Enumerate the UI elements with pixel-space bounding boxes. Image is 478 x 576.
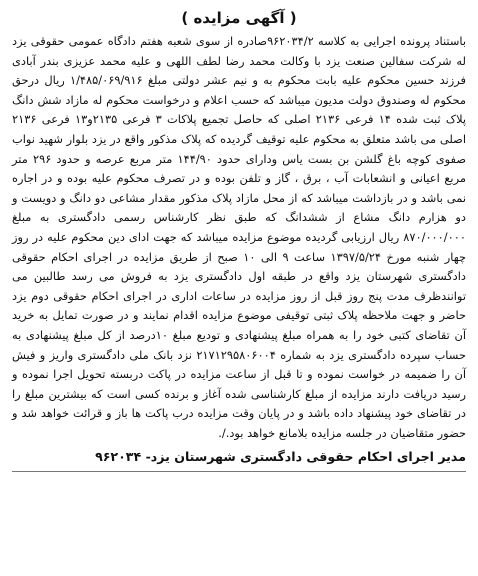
notice-title: ( آگهی مزایده ) [181, 9, 297, 27]
notice-body: باستناد پرونده اجرایی به کلاسه ۹۶۲۰۳۴/۲صادره از سوی شعبه هفتم دادگاه عمومی حقوقی یزد له شرکت سفالین صنعت یزد با وکالت محمد رضا لطف اللهی و علیه محمد عزیزی بندر آبادی فرزند حسین محکوم علیه بابت محکوم به و نیم عشر دولتی مبلغ ۱/۴۸۵/۰۶۹/۹۱۶ ریال درحق محکوم له وصندوق دولت مدیون میباشد که حسب اعلام و درخواست محکوم له مازاد شش دانگ پلاک ثبت شده ۱۴ فرعی ۲۱۳۶ اصلی که حاصل تجمیع پلاکات ۳ فرعی ۲۱۳۵و۱۳ فرعی ۲۱۳۶ اصلی می باشد متعلق به محکوم علیه توقیف گردیده که پلاک مذکور واقع در یزد بلوار شهید نواب صفوی کوچه باغ گلشن بن بست یاس ودارای حدود ۱۴۴/۹۰ متر مربع عرصه و حدود ۲۹۶ متر مربع اعیانی و انشعابات آب ، برق ، گاز و تلفن بوده و در تصرف محکوم علیه بوده و در اجاره نمی باشد و در بازداشت میباشد که از محل مازاد پلاک مذکور مقدار مشاعی دو دانگ و دویست و دو هزارم دانگ مشاع از ششدانگ که طبق نظر کارشناس رسمی دادگستری به مبلغ ۸۷۰/۰۰۰/۰۰۰ ریال ارزیابی گردیده موضوع مزایده میباشد که جهت ادای دین محکوم علیه در روز چهار شنبه مورخ ۱۳۹۷/۵/۲۴ ساعت ۹ الی ۱۰ صبح از طریق مزایده در اجرای احکام حقوقی دادگستری شهرستان یزد واقع در طبقه اول دادگستری یزد به فروش می رسد طالبین می توانندظرف مدت پنج روز قبل از روز مزایده در ساعات اداری در اجرای احکام حقوقی دوم یزد حاضر و جهت ملاحظه پلاک ثبتی توقیفی موضوع مزایده اقدام نمایند و در صورت تمایل به خرید آن تقاضای کتبی خود را به همراه مبلغ پیشنهادی و تودیع مبلغ ۱۰درصد از کل مبلغ پیشنهادی به حساب سپرده دادگستری یزد به شماره ۲۱۷۱۲۹۵۸۰۶۰۰۴ نزد بانک ملی دادگستری واریز و فیش آن را ضمیمه در خواست نموده و تا قبل از ساعت مزایده در پاکت دربسته تحویل اجرا نموده و رسید دریافت دارند مزایده از مبلغ کارشناسی شده آغاز و برنده کسی است که بیشترین مبلغ را در تقاضای خود پیشنهاد داده باشد و در پایان وقت مزایده درب پاکت ها باز و قرائت خواهد شد و حضور متقاضیان در جلسه مزایده بلامانع خواهد بود./. [12, 34, 467, 440]
notice-signature: مدیر اجرای احکام حقوقی دادگستری شهرستان یزد- ۹۶۲۰۳۴ [95, 449, 466, 465]
bottom-divider [12, 471, 466, 472]
